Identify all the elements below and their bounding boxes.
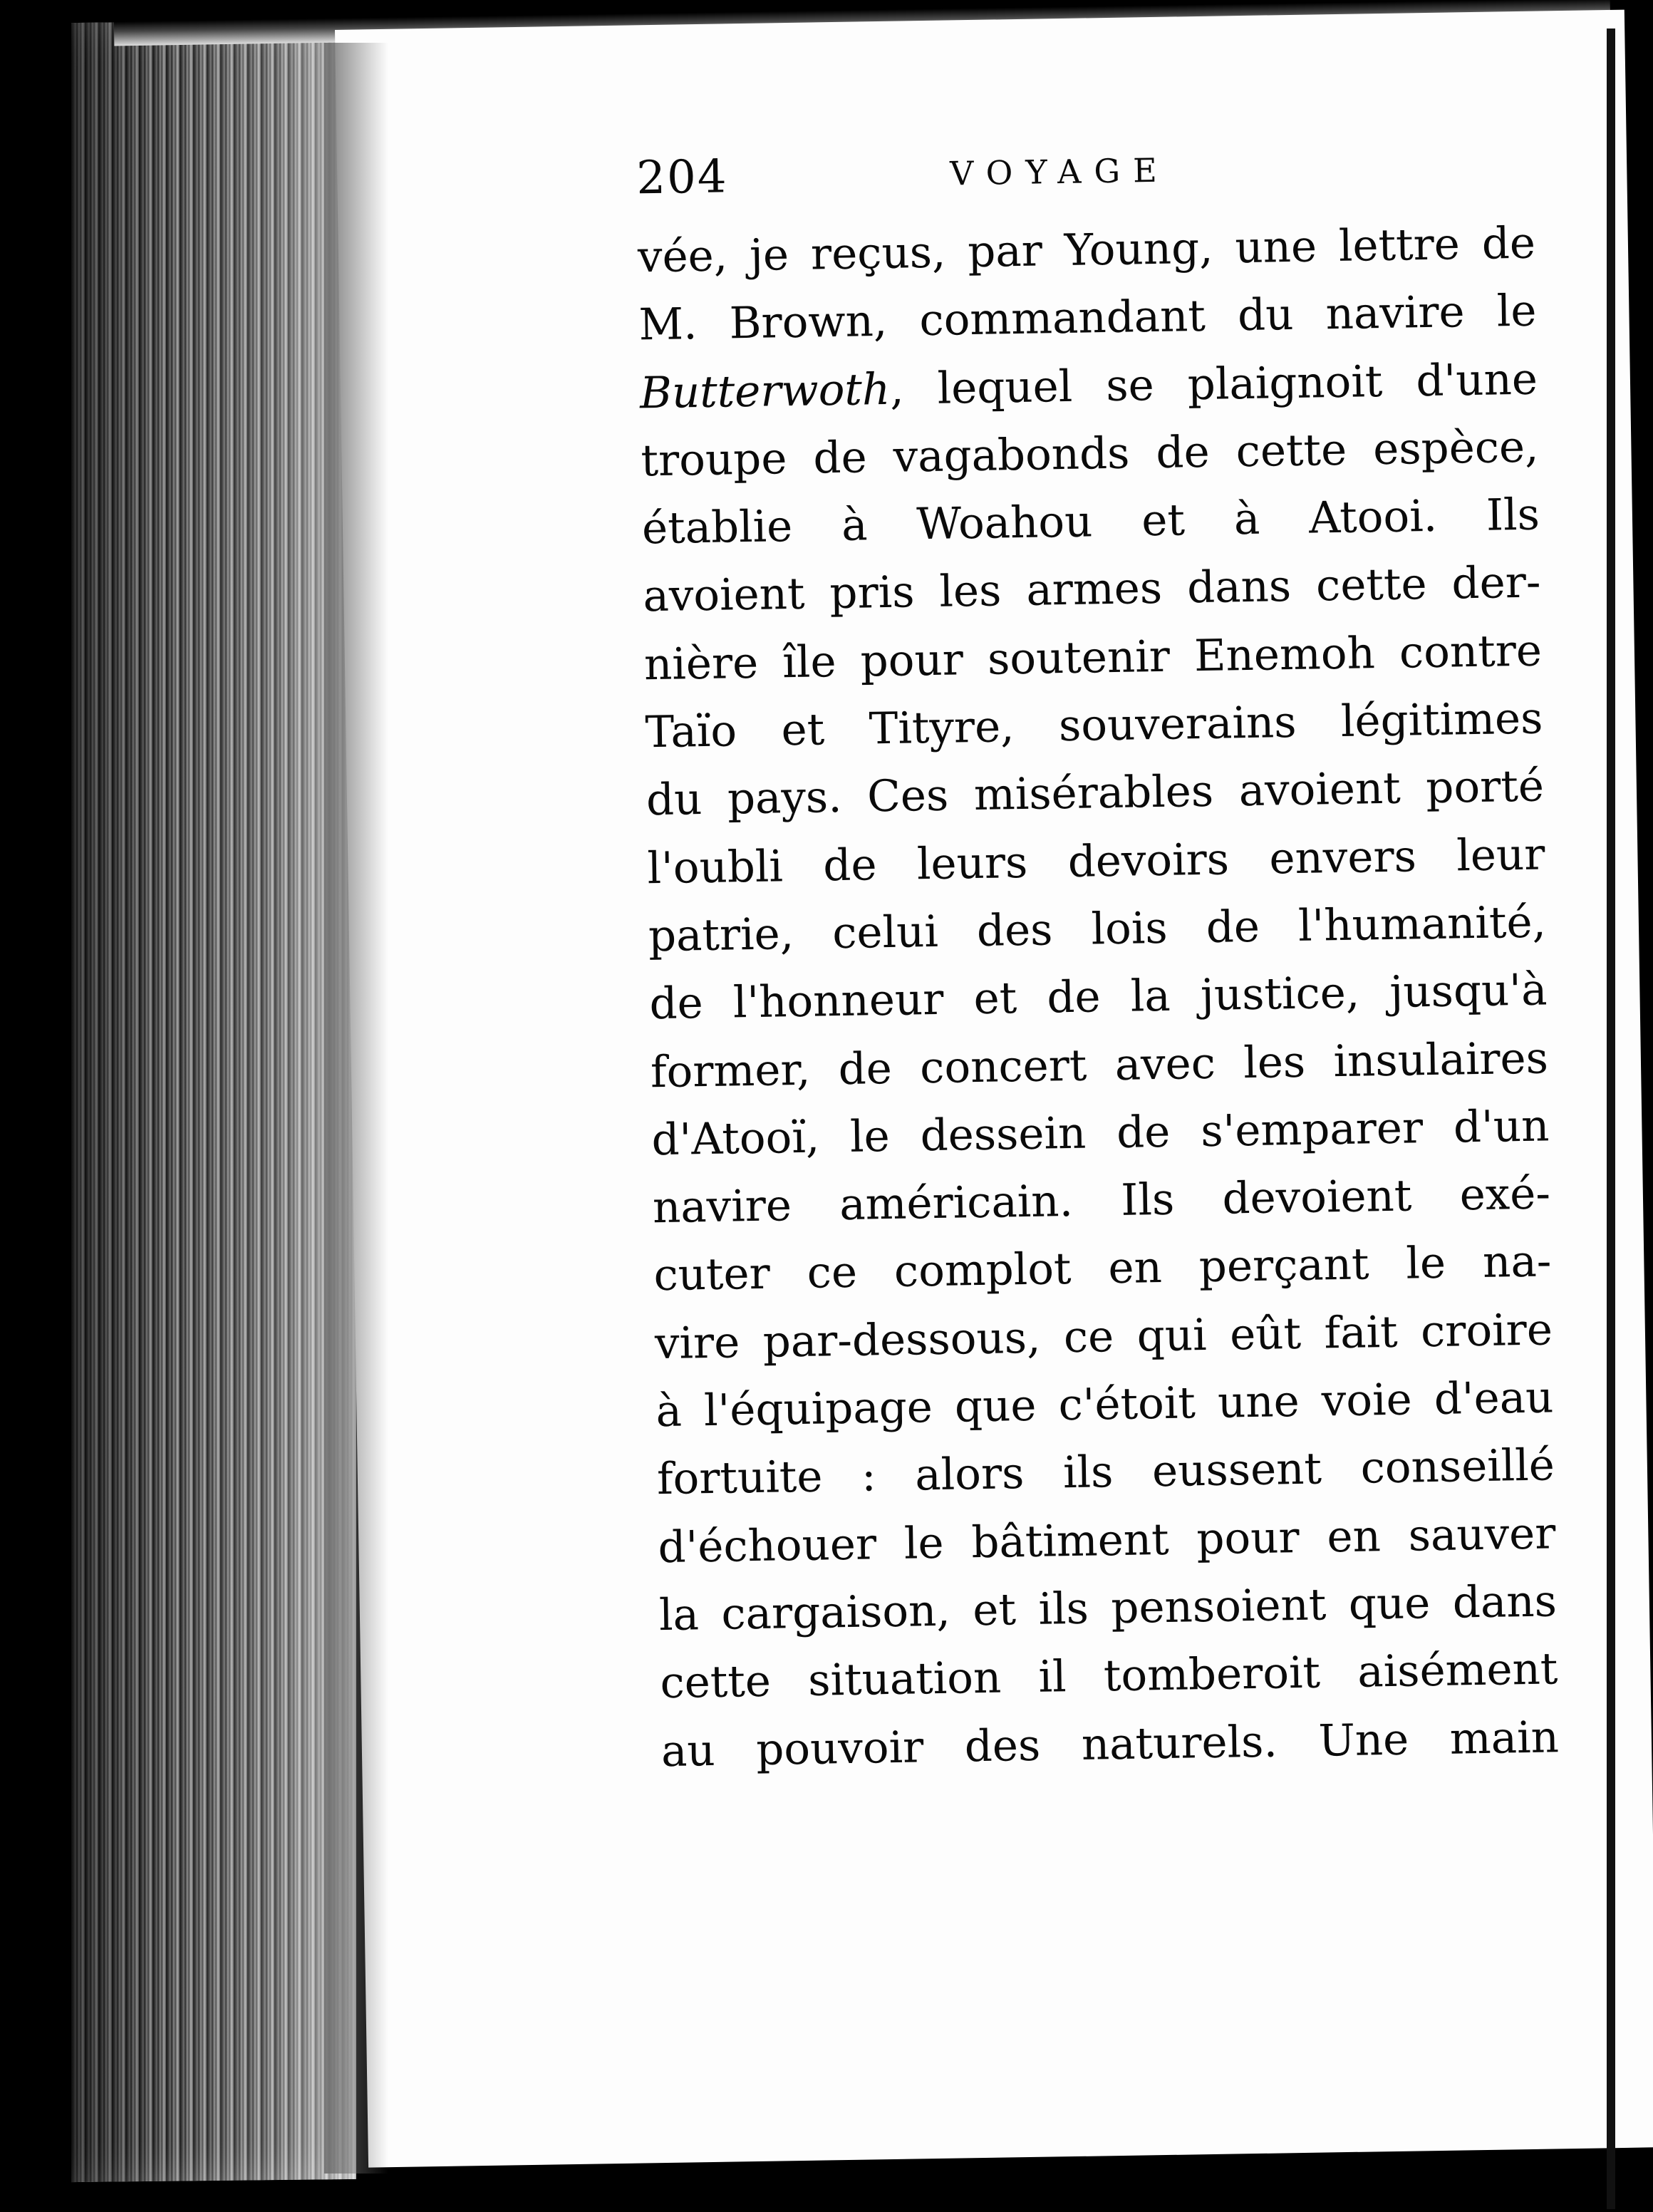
page-sheet	[335, 10, 1653, 2168]
spine-shadow	[324, 43, 388, 2174]
text-line: vée, je reçus, par Young, une lettre de	[637, 217, 1536, 283]
page-number: 204	[636, 150, 729, 205]
text-line: cette situation il tomberoit aisément	[659, 1643, 1558, 1709]
text-line: la cargaison, et ils pensoient que dans	[658, 1576, 1558, 1641]
text-line: M. Brown, commandant du navire le	[638, 285, 1537, 351]
text-line-rest: , lequel se plaignoit d'une	[889, 353, 1538, 415]
text-line: de l'honneur et de la justice, jusqu'à	[648, 964, 1548, 1030]
running-title: VOYAGE	[949, 150, 1171, 193]
text-line: au pouvoir des naturels. Une main	[660, 1711, 1560, 1777]
text-line: troupe de vagabonds de cette espèce,	[640, 421, 1539, 487]
page-right-edge	[1607, 29, 1615, 2209]
text-line: d'Atooï, le dessein de s'emparer d'un	[651, 1100, 1550, 1166]
text-line: à l'équipage que c'étoit une voie d'eau	[655, 1372, 1554, 1437]
text-line: fortuite : alors ils eussent conseillé	[656, 1440, 1555, 1505]
body-text	[637, 210, 1559, 1785]
text-line: vire par-dessous, ce qui eût fait croire	[654, 1304, 1553, 1369]
text-line: d'échouer le bâtiment pour en sauver	[657, 1507, 1556, 1573]
text-block	[636, 138, 1560, 1785]
text-line: du pays. Ces misérables avoient porté	[646, 760, 1545, 826]
text-line: l'oubli de leurs devoirs envers leur	[646, 829, 1545, 894]
text-line: navire américain. Ils devoient exé-	[652, 1168, 1551, 1234]
text-line: Taïo et Tityre, souverains légitimes	[644, 693, 1543, 758]
text-line: établie à Woahou et à Atooi. Ils	[641, 489, 1540, 554]
text-line: patrie, celui des lois de l'humanité,	[648, 896, 1547, 962]
text-line: former, de concert avec les insulaires	[650, 1032, 1549, 1097]
book-page-edges	[71, 20, 356, 2182]
text-line: cuter ce complot en perçant le na-	[653, 1236, 1552, 1301]
text-line: nière île pour soutenir Enemoh contre	[643, 625, 1543, 691]
ship-name-italic: Butterwoth	[639, 363, 891, 418]
running-head	[636, 138, 1535, 221]
text-line: avoient pris les armes dans cette der-	[642, 557, 1541, 622]
